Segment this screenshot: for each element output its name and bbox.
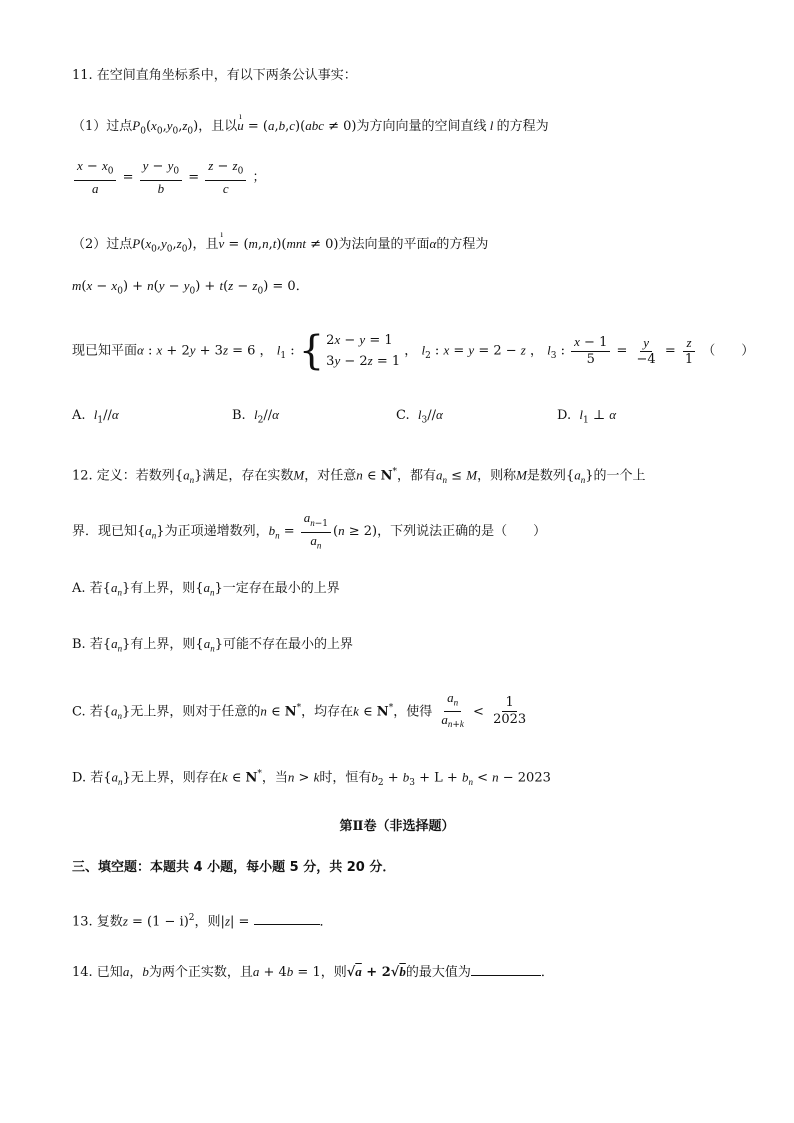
q11-line-equation: $\frac{x - x_0}{a}$ = $\frac{y - y_0}{b}$ = $\frac{z - z_0}{c}$ ； bbox=[72, 158, 265, 197]
q11-option-c: C. $l_3//\alpha$ bbox=[396, 407, 443, 426]
q13-answer-blank[interactable] bbox=[254, 924, 320, 925]
q14: 14. 已知a，b为两个正实数，且a + 4b = 1，则√a + 2√b的最大值为 ． bbox=[72, 964, 554, 980]
q11-option-a: A. $l_1//\alpha$ bbox=[72, 407, 119, 426]
q12-option-a: A. 若$\{a_n\}$有上界，则$\{a_n\}$一定存在最小的上界 bbox=[72, 580, 340, 598]
q12-stem-line2: 界．现已知$\{a_n\}$为正项递增数列，$b_n$ = $\frac{a_{n-1}}{a_n}$ (n ≥ 2)，下列说法正确的是（ ） bbox=[72, 510, 547, 551]
q11-given: 现已知平面α : x + 2y + 3z = 6 ， $l_1$ : { 2x − y = 1 3y − 2z = 1 ， $l_2$ : x = y = 2 − z ， $l_3$ : $\frac{x - 1}{5}$ = $\frac{y}{-4}$ = $\frac{z}{1}$ （ ） bbox=[72, 328, 755, 374]
q14-answer-blank[interactable] bbox=[471, 975, 541, 976]
q11-plane-equation: $m(x - x_0) + n(y - y_0) + t(z - z_0) = 0$． bbox=[72, 278, 309, 297]
q12-option-b: B. 若$\{a_n\}$有上界，则$\{a_n\}$可能不存在最小的上界 bbox=[72, 636, 353, 654]
q13: 13. 复数$z = (1 - i)^2$，则|z| = ． bbox=[72, 913, 333, 930]
q11-option-d: D. $l_1$ ⊥ α bbox=[557, 407, 617, 426]
q11-option-b: B. $l_2//\alpha$ bbox=[232, 407, 279, 426]
q11-fact2: （2）过点$P(x_0,y_0,z_0)$，且ı v = (m,n,t)(mnt ≠ 0)为法向量的平面α的方程为 bbox=[72, 234, 488, 260]
q11-stem: 11. 在空间直角坐标系中，有以下两条公认事实： bbox=[72, 68, 357, 83]
q12-stem: 12. 定义：若数列$\{a_n\}$满足，存在实数M，对任意n ∈ N*，都有$a_n \le M$，则称M是数列$\{a_n\}$的一个上 bbox=[72, 467, 646, 485]
section-title: 第Ⅱ卷（非选择题） bbox=[339, 819, 455, 834]
q11-fact1: （1）过点$P_0(x_0,y_0,z_0)$，且以ı u = (a,b,c)(abc ≠ 0)为方向向量的空间直线 l 的方程为 bbox=[72, 116, 549, 142]
q12-option-c: C. 若$\{a_n\}$无上界，则对于任意的n ∈ N*，均存在k ∈ N*，使得 $\frac{a_n}{a_{n+k}}$ < $\frac{1}{2023}$ bbox=[72, 690, 527, 731]
q12-option-d: D. 若$\{a_n\}$无上界，则存在k ∈ N*，当n > k时，恒有$b_2 + b_3 + L + b_n < n - 2023$ bbox=[72, 769, 551, 788]
section-heading: 三、填空题：本题共 4 小题，每小题 5 分，共 20 分． bbox=[72, 860, 396, 875]
